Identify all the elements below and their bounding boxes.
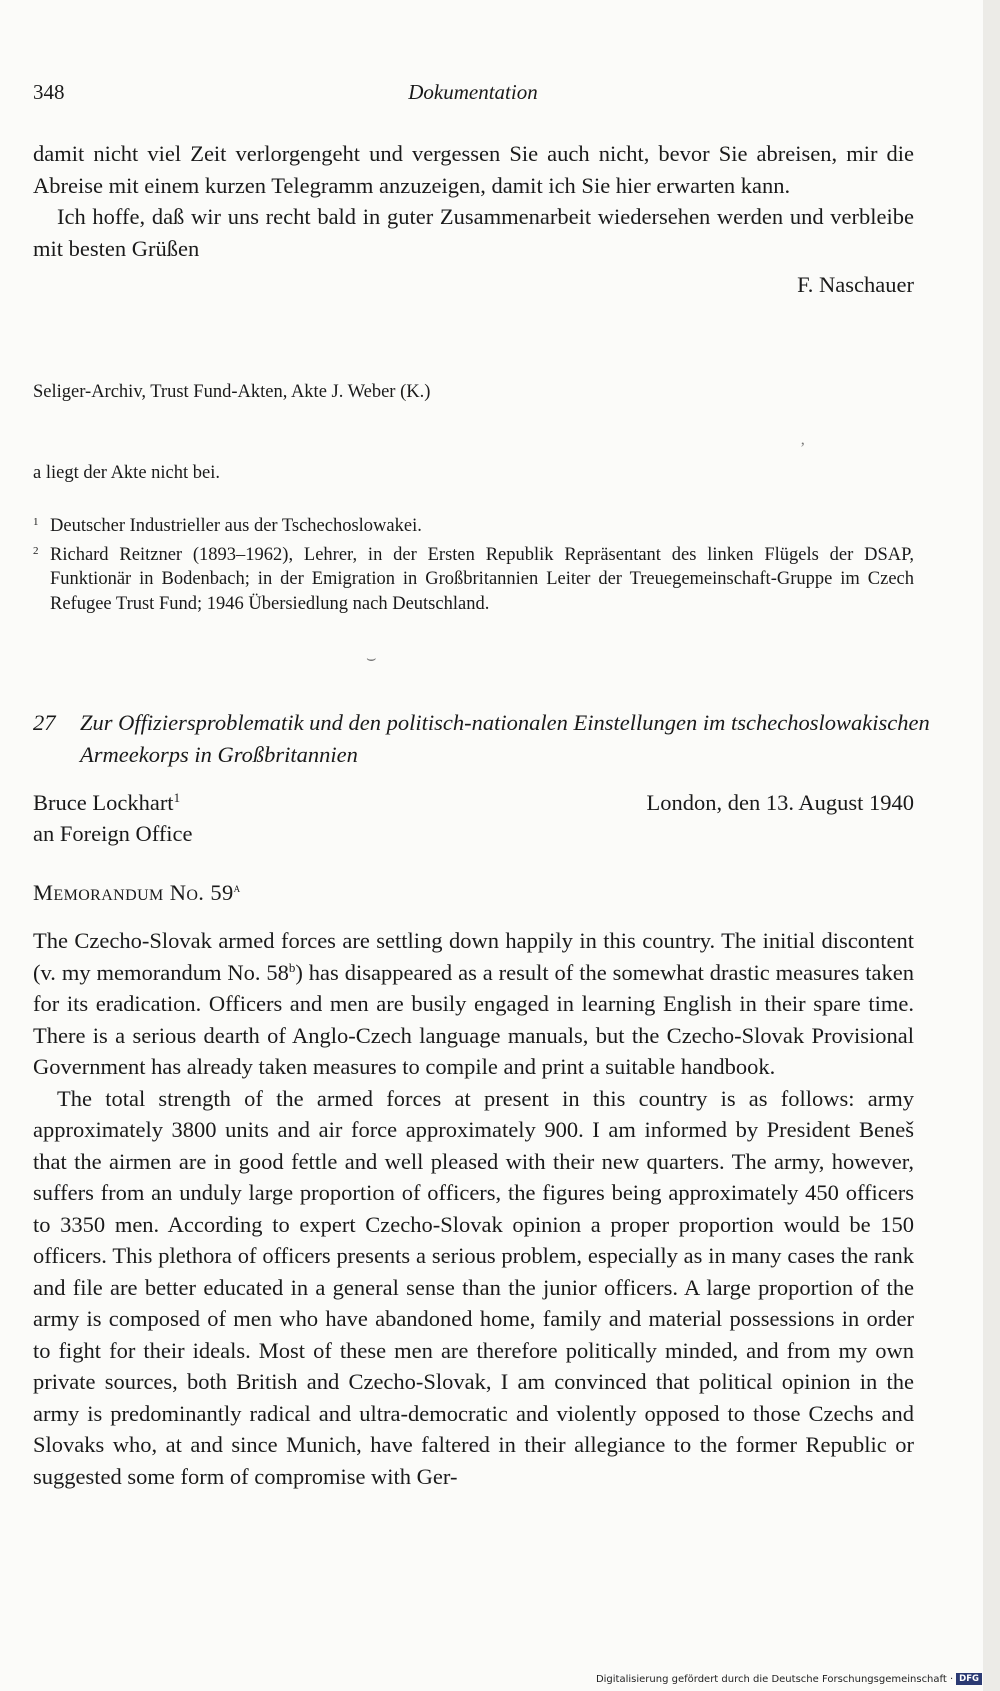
memo-text: ) has disappeared as a result of the somewhat drastic measures taken for its eradication. Officers and men are busily engaged in learning English in their spare time. There is a serious dearth of Anglo-Czech language manuals, but the Czecho-Slovak Provisional Government has already taken measures to compile and print a suitable handbook. [33, 959, 914, 1079]
letter-closing: Ich hoffe, daß wir uns recht bald in guter Zusammenarbeit wiedersehen werden und verbleibe mit besten Grüßen [33, 204, 914, 261]
page-edge-shadow [983, 0, 1000, 1691]
credit-text: Digitalisierung gefördert durch die Deutsche Forschungsgemeinschaft · [595, 1673, 954, 1685]
document-recipient: an Foreign Office [33, 821, 193, 846]
document-heading [33, 707, 961, 771]
document-place-date: London, den 13. August 1940 [646, 790, 914, 815]
scan-mark: ’ [800, 440, 806, 457]
footnote-reference: 1 [173, 790, 181, 805]
memo-title [33, 880, 914, 906]
letter-paragraph: damit nicht viel Zeit verlorgengeht und vergessen Sie auch nicht, bevor Sie abreisen, mir die Abreise mit einem kurzen Telegramm anzuzeigen, damit ich Sie hier erwarten kann. [33, 141, 914, 198]
apparatus-note: a liegt der Akte nicht bei. [33, 463, 220, 483]
sender-name: Bruce Lockhart [33, 790, 174, 815]
document-number: 27 [33, 710, 56, 735]
document-title: Zur Offiziersproblematik und den politisch-nationalen Einstellungen im tschechoslowakischen Armeekorps in Großbritannien [80, 710, 930, 767]
page-number: 348 [33, 80, 65, 104]
source-line: Seliger-Archiv, Trust Fund-Akten, Akte J. Weber (K.) [33, 382, 431, 402]
footnote-reference: b [288, 959, 296, 975]
memo-body [33, 925, 914, 1492]
dfg-logo: DFG [956, 1673, 982, 1685]
scan-mark: ⌣ [366, 650, 377, 667]
memo-text: The Czecho-Slovak armed forces are settling down happily in this country. The initial discontent (v. my memorandum No. 58 [33, 928, 914, 985]
footnote-marker: 1 [33, 516, 39, 528]
footnote-marker: 2 [33, 544, 39, 557]
letter-end [33, 138, 914, 298]
running-title: Dokumentation [408, 80, 538, 104]
document-sender [33, 787, 180, 818]
footnotes [33, 510, 914, 616]
memo-paragraph: The total strength of the armed forces at present in this country is as follows: army approximately 3800 units and air force approximately 900. I am informed by President Beneš that the airmen are in good fettle and well pleased with their new quarters. The army, however, suffers from an unduly large proportion of officers, the figures being approximately 450 officers to 3350 men. According to expert Czecho-Slovak opinion a proper proportion would be 150 officers. This plethora of officers presents a serious problem, especially as in many cases the rank and file are better educated in a general sense than the junior officers. A large proportion of the army is composed of men who have abandoned home, family and material possessions in order to fight for their ideals. Most of these men are therefore politically minded, and from my own private sources, both British and Czecho-Slovak, I am convinced that political opinion in the army is predominantly radical and ultra-democratic and violently opposed to those Czechs and Slovaks who, at and since Munich, have faltered in their allegiance to the former Republic or suggested some form of compromise with Ger- [33, 1085, 914, 1489]
page-header [33, 80, 913, 110]
footnote [33, 539, 914, 617]
digitization-credit [596, 1673, 982, 1685]
footnote-reference: a [233, 880, 241, 895]
memo-paragraph [33, 925, 914, 1083]
memo-title-text: Memorandum No. 59 [33, 880, 234, 905]
footnote-text: Richard Reitzner (1893–1962), Lehrer, in der Ersten Republik Repräsentant des linken Flügels der DSAP, Funktionär in Bodenbach; in der Emigration in Großbritannien Leiter der Treuegemeinschaft-Gruppe im Czech Refugee Trust Fund; 1946 Übersiedlung nach Deutschland. [50, 544, 914, 614]
footnote-text: Deutscher Industrieller aus der Tschechoslowakei. [50, 516, 422, 536]
document-meta [33, 787, 914, 849]
footnote [33, 510, 914, 539]
letter-signature: F. Naschauer [797, 272, 914, 297]
